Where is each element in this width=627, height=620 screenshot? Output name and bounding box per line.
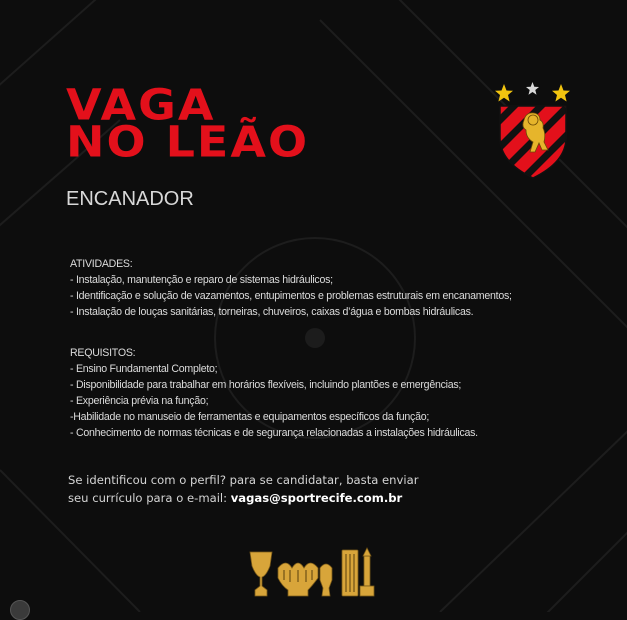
cta-line-2 (68, 489, 418, 507)
activities-section (70, 256, 512, 320)
cta-line-2-prefix: seu currículo para o e-mail: (68, 491, 231, 505)
headline (66, 79, 310, 167)
requirements-section (70, 345, 478, 441)
requirements-title: REQUISITOS: (70, 347, 136, 359)
avatar[interactable] (10, 600, 30, 620)
job-title: ENCANADOR (66, 188, 194, 210)
requirement-item: -Habilidade no manuseio de ferramentas e equipamentos específicos da função; (70, 411, 430, 423)
requirement-item: - Conhecimento de normas técnicas e de segurança relacionadas a instalações hidráulicas. (70, 427, 478, 439)
sport-recife-crest-icon (490, 80, 576, 180)
contact-email[interactable]: vagas@sportrecife.com.br (230, 491, 403, 505)
cta-line-1: Se identificou com o perfil? para se candidatar, basta enviar (68, 473, 419, 487)
trophies-icon (246, 546, 386, 600)
headline-line-1: VAGA (66, 79, 216, 130)
activity-item: - Instalação de louças sanitárias, torneiras, chuveiros, caixas d’água e bombas hidráulicas. (70, 306, 474, 318)
activity-item: - Identificação e solução de vazamentos, entupimentos e problemas estruturais em encanamentos; (70, 290, 512, 302)
activity-item: - Instalação, manutenção e reparo de sistemas hidráulicos; (70, 274, 333, 286)
requirement-item: - Experiência prévia na função; (70, 395, 209, 407)
requirement-item: - Disponibilidade para trabalhar em horários flexíveis, incluindo plantões e emergências; (70, 379, 462, 391)
requirement-item: - Ensino Fundamental Completo; (70, 363, 218, 375)
activities-title: ATIVIDADES: (70, 258, 133, 270)
headline-line-2: NO LEÃO (66, 116, 310, 167)
application-instructions (68, 471, 418, 507)
